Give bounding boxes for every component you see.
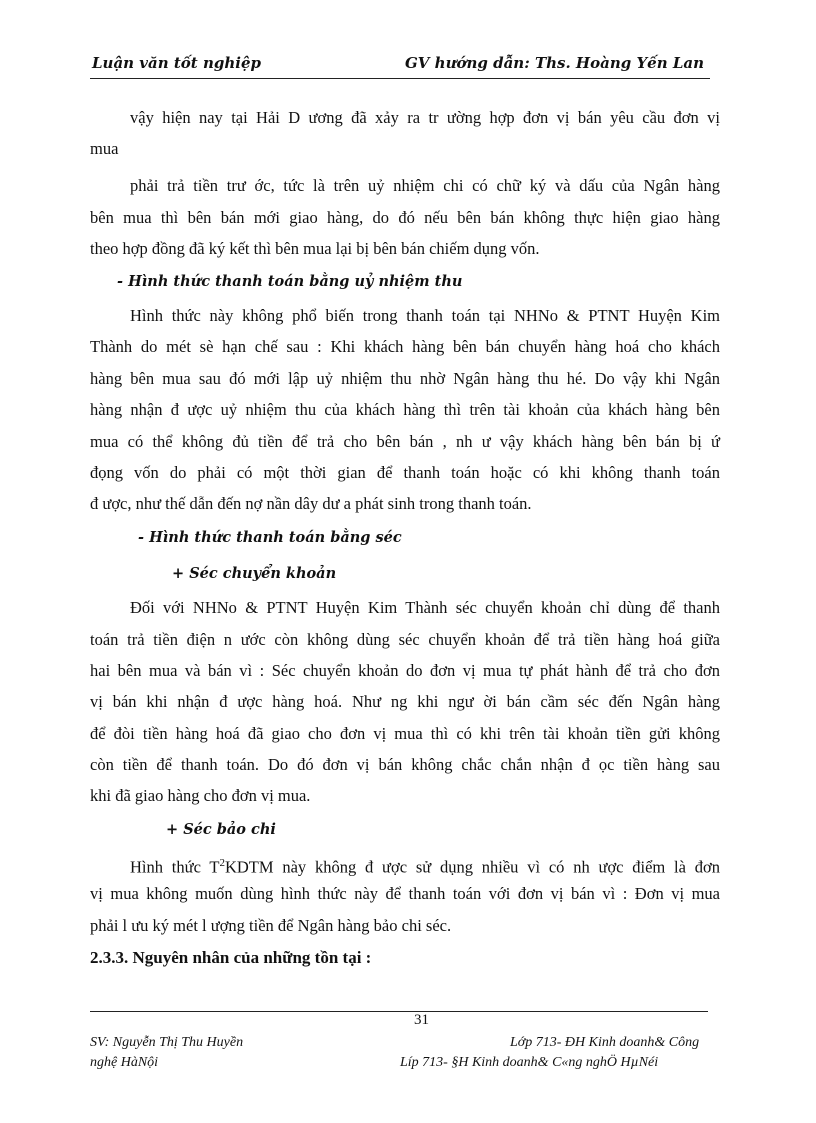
footer-rule [90,1011,708,1012]
body-line: vị bán khi nhận đ ược hàng hoá. Như ng khi ngư ời bán cầm séc đến Ngân hàng [90,692,720,711]
body-line: phải trả tiền trư ớc, tức là trên uỷ nhiệm chi có chữ ký và dấu của Ngân hàng [130,176,720,195]
body-line: hàng bên mua sau đó mới lập uỷ nhiệm thu nhờ Ngân hàng thu hé. Do vậy khi Ngân [90,369,720,388]
superscript: 2 [219,857,225,869]
body-line: còn tiền để thanh toán. Do đó đơn vị bán không chắc chắn nhận đ ọc tiền hàng sau [90,755,720,774]
body-line: vậy hiện nay tại Hải D ương đã xảy ra tr ường hợp đơn vị bán yêu cầu đơn vị [130,108,720,127]
body-line: phải l ưu ký mét l ượng tiền để Ngân hàng bảo chi séc. [90,916,452,935]
body-line: Thành do mét sè hạn chế sau : Khi khách hàng bên bán chuyển hàng hoá cho khách [90,337,720,356]
body-line [90,853,720,878]
body-line: Đối với NHNo & PTNT Huyện Kim Thành séc chuyển khoản chỉ dùng để thanh [130,598,720,617]
section-heading-collection-order: - Hình thức thanh toán bằng uỷ nhiệm thu [117,273,463,290]
body-line: đọng vốn do phải có một thời gian để thanh toán hoặc có khi không thanh toán [90,463,720,482]
section-heading-causes: 2.3.3. Nguyên nhân của những tồn tại : [90,948,372,967]
page-number: 31 [414,1012,429,1028]
header-thesis-title: Luận văn tốt nghiệp [92,54,261,72]
body-line: Hình thức này không phổ biến trong thanh toán tại NHNo & PTNT Huyện Kim [130,306,720,325]
subheading-transfer-cheque: + Séc chuyển khoản [172,565,337,582]
body-line: để đòi tiền hàng hoá đã giao cho đơn vị mua thì có khi trên tài khoản tiền gửi không [90,724,720,743]
text-run: Hình thức T [130,857,220,877]
body-line: toán trả tiền điện n ước còn không dùng séc chuyển khoản để trả tiền hàng hoá giữa [90,630,720,649]
footer-class-wrap: nghệ HàNội [90,1055,159,1070]
footer-class: Lớp 713- ĐH Kinh doanh& Công [510,1035,700,1050]
body-line: hai bên mua và bán vì : Séc chuyển khoản do đơn vị mua tự phát hành để trả cho đơn [90,661,720,680]
body-line: theo hợp đồng đã ký kết thì bên mua lại bị bên bán chiếm dụng vốn. [90,239,540,258]
page-header [90,50,710,79]
header-advisor: GV hướng dẫn: Ths. Hoàng Yến Lan [405,54,704,72]
body-line: khi đã giao hàng cho đơn vị mua. [90,786,311,805]
body-line: hàng nhận đ ược uỷ nhiệm thu của khách hàng thì trên tài khoản của khách hàng bên [90,400,720,419]
text-run: KDTM này không đ ược sử dụng nhiều vì có nh ược điểm là đơn [224,857,720,877]
body-line: mua có thể không đủ tiền để trả cho bên bán , nh ư vậy khách hàng bên bán bị ứ [90,432,720,451]
footer-class-garbled: Líp 713- §H Kinh doanh& C«ng nghÖ HµNéi [400,1055,659,1070]
body-line: vị mua không muốn dùng hình thức này để thanh toán với đơn vị bán vì : Đơn vị mua [90,884,720,903]
section-heading-cheque: - Hình thức thanh toán bằng séc [138,529,402,546]
body-line: đ ược, như thế dẫn đến nợ nần dây dư a phát sinh trong thanh toán. [90,494,532,513]
footer-student: SV: Nguyễn Thị Thu Huyền [90,1035,244,1050]
body-line: mua [90,139,119,158]
body-line: bên mua thì bên bán mới giao hàng, do đó nếu bên bán không thực hiện giao hàng [90,208,720,227]
subheading-certified-cheque: + Séc bảo chi [166,821,276,838]
